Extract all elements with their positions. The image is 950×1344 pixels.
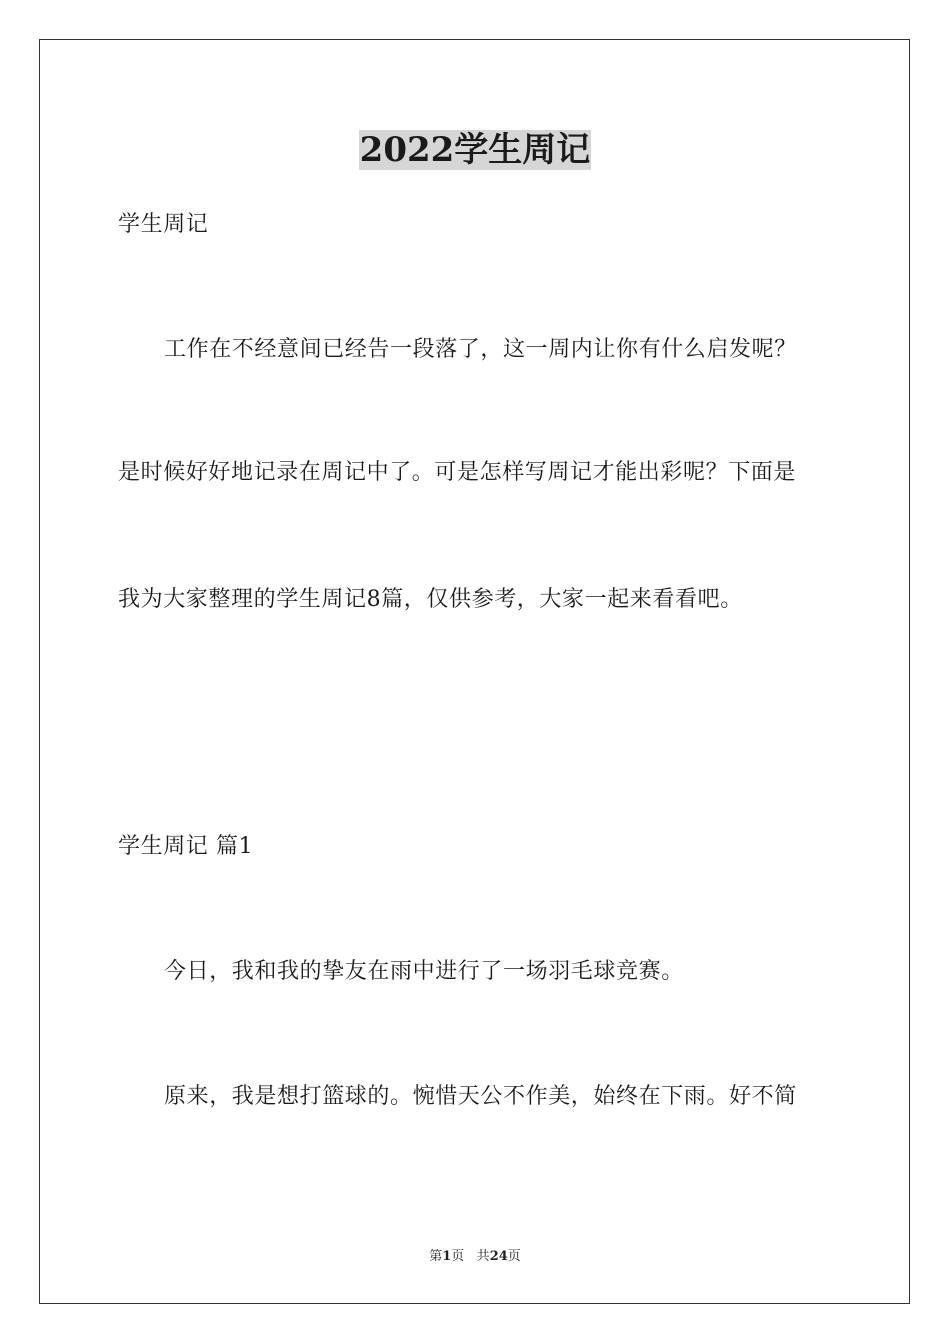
paragraph-line: 原来，我是想打篮球的。惋惜天公不作美，始终在下雨。好不简 <box>164 1084 797 1109</box>
footer-page-total: 24 <box>489 1249 508 1264</box>
document-title <box>0 128 950 172</box>
footer-page-suffix: 页 <box>451 1249 465 1264</box>
footer-page-current: 1 <box>442 1249 452 1264</box>
footer-total-suffix: 页 <box>507 1249 521 1264</box>
section-heading: 学生周记 <box>118 212 209 237</box>
footer-page-prefix: 第 <box>429 1249 443 1264</box>
page-footer <box>0 1248 950 1266</box>
footer-total-prefix: 共 <box>476 1249 490 1264</box>
paragraph-line: 我为大家整理的学生周记8篇，仅供参考，大家一起来看看吧。 <box>118 587 743 612</box>
paragraph-line: 今日，我和我的挚友在雨中进行了一场羽毛球竞赛。 <box>164 959 684 984</box>
section-heading: 学生周记 篇1 <box>118 834 254 859</box>
title-text: 2022学生周记 <box>359 130 591 170</box>
paragraph-line: 是时候好好地记录在周记中了。可是怎样写周记才能出彩呢？下面是 <box>118 460 797 485</box>
paragraph-line: 工作在不经意间已经告一段落了，这一周内让你有什么启发呢？ <box>164 337 797 362</box>
